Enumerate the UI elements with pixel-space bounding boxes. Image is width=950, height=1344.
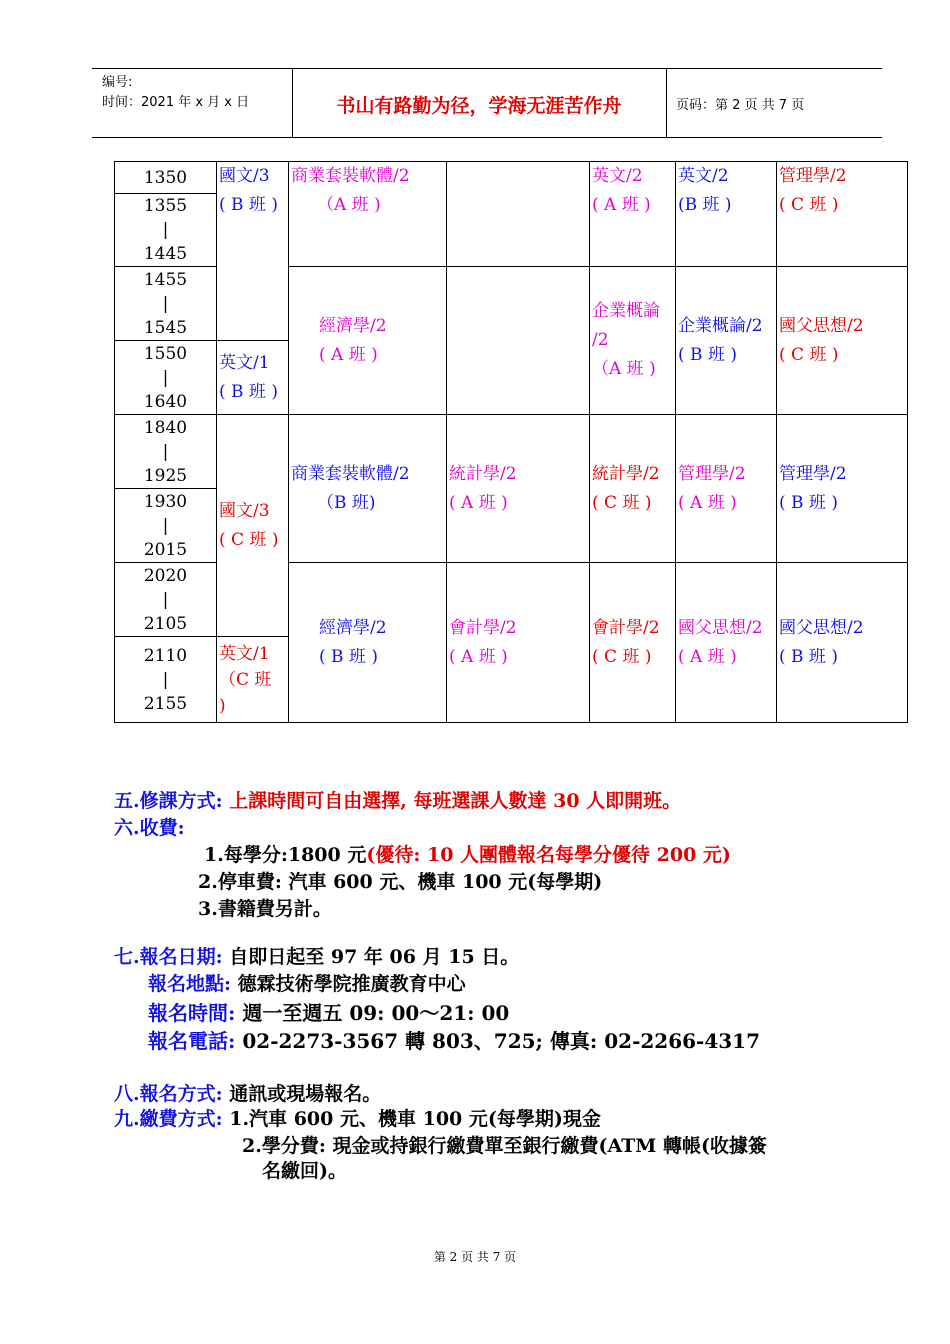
course-cell: 經濟學/2 ( B 班 )	[289, 563, 447, 723]
empty-cell	[447, 162, 590, 267]
course-cell: 國父思想/2 ( C 班 )	[777, 267, 908, 415]
course-cell: 企業概論/2 ( B 班 )	[676, 267, 777, 415]
number-label: 编号:	[102, 75, 133, 90]
course-cell: 國父思想/2 ( B 班 )	[777, 563, 908, 723]
course-cell: 會計學/2 ( A 班 )	[447, 563, 590, 723]
header-motto: 书山有路勤为径，学海无涯苦作舟	[336, 95, 622, 117]
header-divider	[666, 69, 667, 137]
course-cell: 英文/2 ( A 班 )	[590, 162, 676, 267]
time-cell: 1930 | 2015	[115, 489, 217, 563]
page-footer: 第 2 页 共 7 页	[433, 1250, 517, 1264]
section-payment-method: 九.繳費方式: 1.汽車 600 元、機車 100 元(每學期)現金	[114, 1108, 601, 1130]
fee-item-1: 1.每學分:1800 元(優待: 10 人團體報名每學分優待 200 元)	[204, 844, 731, 866]
payment-item-2: 2.學分費: 現金或持銀行繳費單至銀行繳費(ATM 轉帳(收據簽	[242, 1135, 767, 1157]
section-registration-date: 七.報名日期: 自即日起至 97 年 06 月 15 日。	[114, 946, 520, 968]
section-fee-heading: 六.收費:	[114, 817, 185, 839]
course-cell: 商業套裝軟體/2 （A 班 )	[289, 162, 447, 267]
time-cell: 1840 | 1925	[115, 415, 217, 489]
time-cell: 1350	[115, 162, 217, 194]
time-cell: 1455 | 1545	[115, 267, 217, 341]
course-cell: 商業套裝軟體/2 （B 班)	[289, 415, 447, 563]
time-cell: 2020 | 2105	[115, 563, 217, 637]
registration-place: 報名地點: 德霖技術學院推廣教育中心	[148, 973, 466, 995]
course-cell: 經濟學/2 ( A 班 )	[289, 267, 447, 415]
course-cell: 英文/1 （C 班 )	[217, 637, 289, 723]
course-cell: 統計學/2 ( A 班 )	[447, 415, 590, 563]
schedule-table	[114, 161, 908, 723]
course-cell: 企業概論 /2 （A 班 )	[590, 267, 676, 415]
course-cell: 管理學/2 ( C 班 )	[777, 162, 908, 267]
course-cell: 管理學/2 ( B 班 )	[777, 415, 908, 563]
section-registration-method: 八.報名方式: 通訊或現場報名。	[114, 1083, 382, 1105]
course-cell: 國文/3 ( C 班 )	[217, 415, 289, 637]
course-cell: 國文/3 ( B 班 )	[217, 162, 289, 341]
header-page-label: 页码：第 2 页 共 7 页	[676, 98, 805, 113]
fee-item-3: 3.書籍費另計。	[198, 898, 332, 920]
course-cell: 英文/1 ( B 班 )	[217, 341, 289, 415]
payment-item-2-cont: 名繳回)。	[262, 1160, 347, 1182]
header-meta	[102, 73, 249, 113]
course-cell: 會計學/2 ( C 班 )	[590, 563, 676, 723]
course-cell: 管理學/2 ( A 班 )	[676, 415, 777, 563]
course-cell: 統計學/2 ( C 班 )	[590, 415, 676, 563]
fee-item-2: 2.停車費: 汽車 600 元、機車 100 元(每學期)	[198, 871, 603, 893]
registration-phone: 報名電話: 02-2273-3567 轉 803、725; 傳真: 02-2266-4317	[148, 1029, 760, 1053]
empty-cell	[447, 267, 590, 415]
course-cell: 國父思想/2 ( A 班 )	[676, 563, 777, 723]
time-cell: 1550 | 1640	[115, 341, 217, 415]
time-cell: 2110 | 2155	[115, 637, 217, 723]
course-cell: 英文/2 (B 班 )	[676, 162, 777, 267]
section-course-method: 五.修課方式: 上課時間可自由選擇, 每班選課人數達 30 人即開班。	[114, 790, 682, 812]
page-header	[92, 68, 882, 138]
registration-hours: 報名時間: 週一至週五 09: 00～21: 00	[148, 1001, 510, 1025]
time-cell: 1355 | 1445	[115, 194, 217, 267]
time-label: 时间：2021 年 x 月 x 日	[102, 95, 250, 110]
